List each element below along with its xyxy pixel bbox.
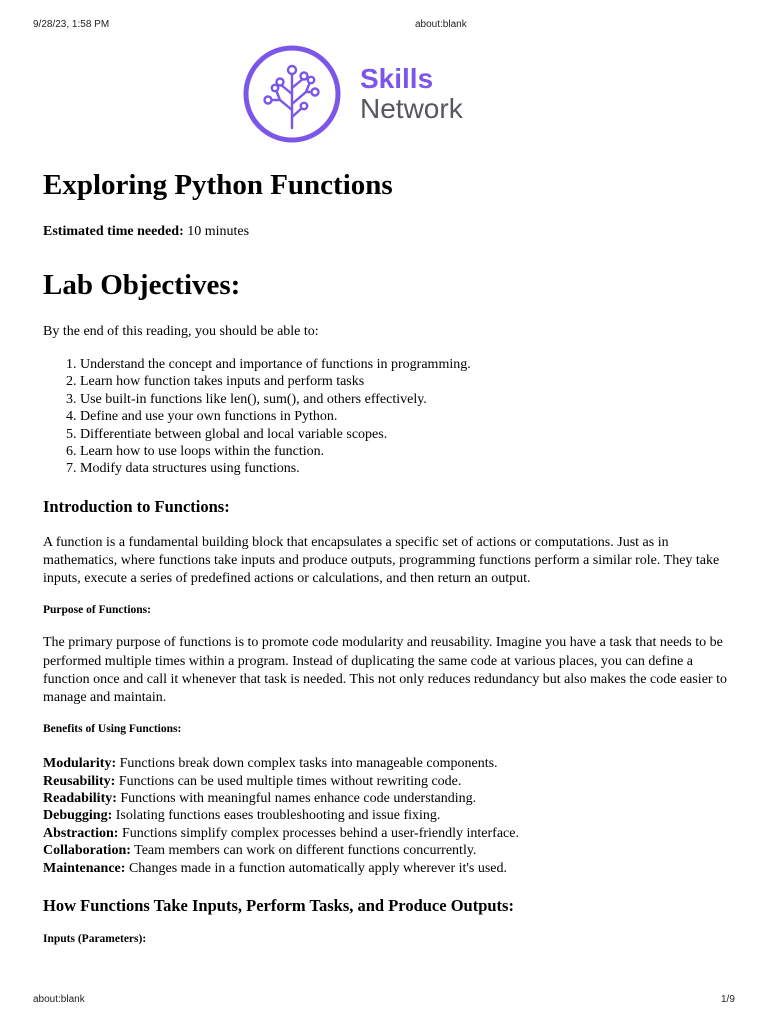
objectives-heading: Lab Objectives:	[43, 269, 241, 301]
purpose-heading: Purpose of Functions:	[43, 604, 151, 617]
estimated-time	[43, 222, 733, 242]
benefit-term: Abstraction:	[43, 825, 119, 841]
estimated-time-value: 10 minutes	[183, 224, 250, 239]
benefit-term: Modularity:	[43, 756, 117, 772]
skills-network-logo	[242, 44, 482, 144]
benefits-heading: Benefits of Using Functions:	[43, 723, 182, 736]
document-body	[43, 166, 733, 947]
page-title: Exploring Python Functions	[43, 169, 393, 201]
brand-name-skills: Skills	[360, 63, 434, 94]
benefit-term: Maintenance:	[43, 860, 126, 876]
benefit-item	[43, 842, 733, 859]
benefit-text: Changes made in a function automatically apply wherever it's used.	[125, 860, 508, 876]
tree-logo-icon	[242, 44, 342, 144]
print-footer-url: about:blank	[33, 994, 85, 1005]
brand-name-network: Network	[360, 93, 463, 124]
list-item: 3. Use built-in functions like len(), sum(), and others effectively.	[80, 391, 733, 408]
intro-paragraph: A function is a fundamental building block that encapsulates a specific set of actions or computations. Just as in mathematics, where functions take inputs and produce outputs, programming functions perform a similar role. They take inputs, execute a series of predefined actions or calculations, and then return an output.	[43, 534, 720, 587]
estimated-time-label: Estimated time needed:	[43, 224, 184, 239]
print-page-number: 1/9	[721, 994, 735, 1005]
io-heading: How Functions Take Inputs, Perform Tasks, and Produce Outputs:	[43, 896, 514, 916]
list-item: 6. Learn how to use loops within the function.	[80, 443, 733, 460]
benefit-item	[43, 755, 733, 772]
print-datetime: 9/28/23, 1:58 PM	[33, 19, 110, 30]
intro-heading: Introduction to Functions:	[43, 496, 230, 516]
inputs-heading: Inputs (Parameters):	[43, 933, 147, 946]
list-item: 4. Define and use your own functions in Python.	[80, 408, 733, 425]
benefit-term: Reusability:	[43, 773, 116, 789]
benefit-text: Functions can be used multiple times without rewriting code.	[115, 773, 462, 789]
benefit-text: Functions with meaningful names enhance code understanding.	[116, 791, 477, 807]
benefit-item	[43, 773, 733, 790]
benefit-term: Collaboration:	[43, 843, 131, 859]
benefit-item	[43, 860, 733, 877]
benefit-text: Functions break down complex tasks into manageable components.	[116, 756, 498, 772]
benefit-term: Debugging:	[43, 808, 113, 824]
list-item: 7. Modify data structures using functions.	[80, 460, 733, 477]
benefit-item	[43, 825, 733, 842]
benefits-list	[43, 755, 733, 877]
purpose-paragraph: The primary purpose of functions is to promote code modularity and reusability. Imagine you have a task that needs to be performed multiple times within a program. Instead of duplicating the same code at various places, you can define a function once and call it whenever that task is needed. This not only reduces redundancy but also makes the code easier to manage and maintain.	[43, 635, 727, 706]
objectives-list	[43, 356, 733, 478]
list-item: 1. Understand the concept and importance of functions in programming.	[80, 356, 733, 373]
list-item: 2. Learn how function takes inputs and perform tasks	[80, 373, 733, 390]
benefit-term: Readability:	[43, 791, 117, 807]
benefit-item	[43, 807, 733, 824]
objectives-intro: By the end of this reading, you should be able to:	[43, 324, 319, 339]
benefit-text: Isolating functions eases troubleshooting and issue fixing.	[112, 808, 441, 824]
benefit-item	[43, 790, 733, 807]
print-page-title: about:blank	[415, 19, 467, 30]
benefit-text: Functions simplify complex processes behind a user-friendly interface.	[118, 825, 519, 841]
benefit-text: Team members can work on different functions concurrently.	[130, 843, 477, 859]
list-item: 5. Differentiate between global and local variable scopes.	[80, 426, 733, 443]
